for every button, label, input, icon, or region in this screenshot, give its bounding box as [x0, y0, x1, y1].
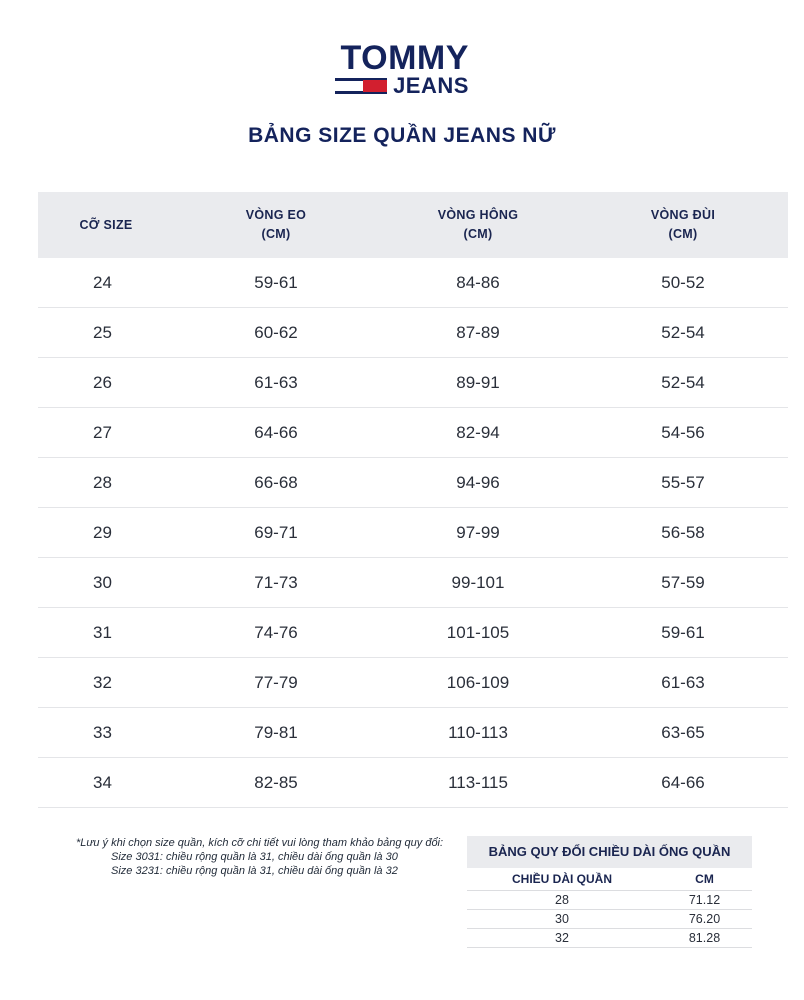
- size-table-header: [38, 192, 788, 258]
- cell-hip: 89-91: [456, 372, 500, 392]
- size-table-body: [38, 258, 788, 808]
- cell-hip: 87-89: [456, 322, 500, 342]
- note-line: Size 3031: chiều rộng quần là 31, chiều dài ống quần là 30: [111, 851, 398, 863]
- table-row: [38, 258, 788, 308]
- size-note: [76, 836, 456, 878]
- cell-size: 32: [93, 672, 112, 692]
- conversion-title: BẢNG QUY ĐỔI CHIỀU DÀI ỐNG QUẦN: [467, 836, 752, 868]
- cell-thigh: 52-54: [661, 372, 705, 392]
- cell-waist: 77-79: [254, 672, 298, 692]
- conversion-header: [467, 868, 752, 890]
- cell-hip: 94-96: [456, 472, 500, 492]
- cell-cm: 76.20: [688, 912, 721, 926]
- table-row: [38, 508, 788, 558]
- cell-waist: 74-76: [254, 622, 298, 642]
- table-row: [38, 658, 788, 708]
- cell-size: 29: [93, 522, 112, 542]
- cell-waist: 71-73: [254, 572, 298, 592]
- note-line: Size 3231: chiều rộng quần là 31, chiều dài ống quần là 32: [111, 865, 398, 877]
- cell-thigh: 50-52: [661, 272, 705, 292]
- cell-waist: 79-81: [254, 722, 298, 742]
- table-row: [38, 708, 788, 758]
- cell-hip: 101-105: [446, 622, 510, 642]
- cell-waist: 61-63: [254, 372, 298, 392]
- cell-thigh: 61-63: [661, 672, 705, 692]
- cell-thigh: 64-66: [661, 772, 705, 792]
- cell-length: 30: [555, 912, 569, 926]
- cell-thigh: 57-59: [661, 572, 705, 592]
- page-title: BẢNG SIZE QUẦN JEANS NỮ: [248, 124, 556, 147]
- note-line: *Lưu ý khi chọn size quần, kích cỡ chi tiết vui lòng tham khảo bảng quy đổi:: [76, 837, 444, 849]
- cell-waist: 60-62: [254, 322, 298, 342]
- cell-waist: 69-71: [254, 522, 298, 542]
- cell-thigh: 59-61: [661, 622, 705, 642]
- cell-size: 34: [93, 772, 112, 792]
- cell-size: 27: [93, 422, 112, 442]
- header-size: CỠ SIZE: [79, 217, 133, 232]
- table-row: [38, 758, 788, 808]
- cell-waist: 59-61: [254, 272, 298, 292]
- brand-logo: [0, 39, 804, 98]
- conversion-row: [467, 890, 752, 909]
- conversion-header-cm: CM: [695, 872, 714, 886]
- cell-hip: 82-94: [456, 422, 500, 442]
- cell-hip: 99-101: [451, 572, 505, 592]
- cell-hip: 97-99: [456, 522, 500, 542]
- cell-size: 25: [93, 322, 112, 342]
- logo-tommy-text: TOMMY: [340, 39, 469, 77]
- cell-waist: 64-66: [254, 422, 298, 442]
- cell-size: 26: [93, 372, 112, 392]
- table-row: [38, 308, 788, 358]
- cell-thigh: 63-65: [661, 722, 705, 742]
- cell-size: 28: [93, 472, 112, 492]
- conversion-row: [467, 909, 752, 928]
- cell-thigh: 55-57: [661, 472, 705, 492]
- length-conversion-table: [467, 836, 752, 948]
- cell-hip: 84-86: [456, 272, 500, 292]
- cell-waist: 82-85: [254, 772, 298, 792]
- cell-cm: 81.28: [688, 931, 721, 945]
- cell-hip: 113-115: [448, 772, 508, 792]
- conversion-body: [467, 890, 752, 948]
- conversion-header-length: CHIỀU DÀI QUẦN: [511, 872, 612, 886]
- cell-size: 30: [93, 572, 112, 592]
- header-waist: VÒNG EO (CM): [245, 208, 307, 241]
- cell-cm: 71.12: [688, 893, 721, 907]
- logo-jeans-text: JEANS: [393, 73, 469, 98]
- table-row: [38, 358, 788, 408]
- header-hip: VÒNG HÔNG (CM): [437, 208, 519, 241]
- cell-size: 31: [93, 622, 112, 642]
- size-table: [38, 192, 788, 808]
- cell-waist: 66-68: [254, 472, 298, 492]
- cell-length: 32: [555, 931, 569, 945]
- table-row: [38, 608, 788, 658]
- cell-length: 28: [555, 893, 569, 907]
- cell-thigh: 52-54: [661, 322, 705, 342]
- conversion-row: [467, 928, 752, 948]
- cell-thigh: 56-58: [661, 522, 705, 542]
- cell-hip: 106-109: [446, 672, 510, 692]
- cell-hip: 110-113: [448, 722, 508, 742]
- table-row: [38, 458, 788, 508]
- table-row: [38, 408, 788, 458]
- cell-size: 24: [93, 272, 112, 292]
- table-row: [38, 558, 788, 608]
- header-thigh: VÒNG ĐÙI (CM): [650, 208, 716, 241]
- cell-thigh: 54-56: [661, 422, 705, 442]
- flag-icon: [335, 78, 387, 94]
- cell-size: 33: [93, 722, 112, 742]
